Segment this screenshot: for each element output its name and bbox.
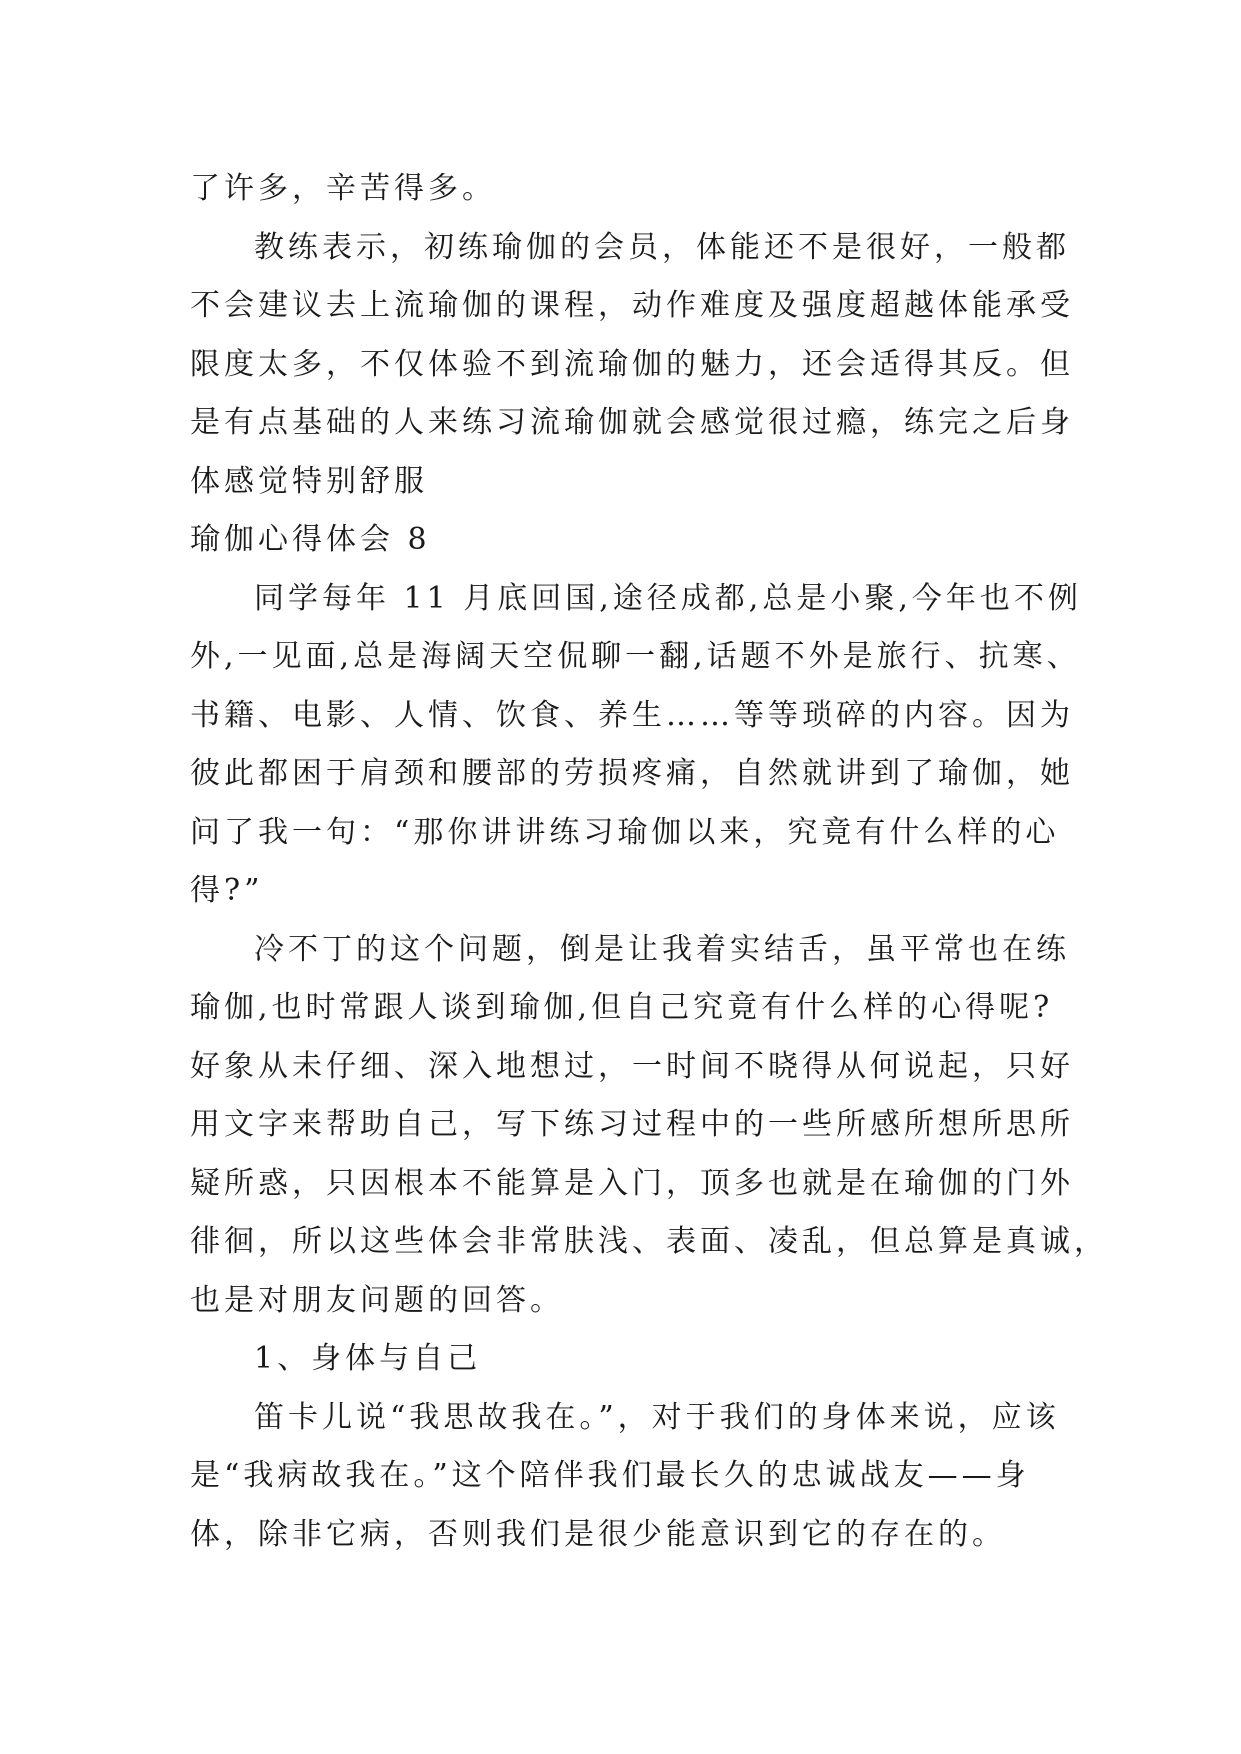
text-line: 疑所惑，只因根本不能算是入门，顶多也就是在瑜伽的门外 [190, 1165, 1074, 1201]
text-line: 体感觉特别舒服 [190, 463, 428, 499]
text-line: 同学每年 11 月底回国,途径成都,总是小聚,今年也不例 [254, 580, 1082, 616]
text-line: 笛卡儿说“我思故我在。”，对于我们的身体来说，应该 [254, 1399, 1060, 1435]
text-line: 是“我病故我在。”这个陪伴我们最长久的忠诚战友——身 [190, 1458, 1030, 1493]
text-line: 书籍、电影、人情、饮食、养生……等等琐碎的内容。因为 [190, 697, 1074, 733]
text-line: 了许多，辛苦得多。 [190, 171, 496, 206]
text-line: 是有点基础的人来练习流瑜伽就会感觉很过瘾，练完之后身 [190, 405, 1074, 440]
text-line: 不会建议去上流瑜伽的课程，动作难度及强度超越体能承受 [190, 288, 1074, 323]
text-line: 教练表示，初练瑜伽的会员，体能还不是很好，一般都 [254, 229, 1070, 265]
text-line: 好象从未仔细、深入地想过，一时间不晓得从何说起，只好 [190, 1048, 1074, 1084]
text-line: 也是对朋友问题的回答。 [190, 1282, 564, 1318]
text-line: 得?” [190, 873, 264, 908]
text-line: 外,一见面,总是海阔天空侃聊一翻,话题不外是旅行、抗寒、 [190, 639, 1081, 674]
section-heading: 瑜伽心得体会 8 [190, 522, 431, 557]
text-line: 体，除非它病，否则我们是很少能意识到它的存在的。 [190, 1516, 1006, 1552]
text-line: 徘徊，所以这些体会非常肤浅、表面、凌乱，但总算是真诚， [190, 1224, 1108, 1259]
text-line: 瑜伽,也时常跟人谈到瑜伽,但自己究竟有什么样的心得呢? [190, 990, 1054, 1025]
document-body [190, 160, 1108, 1564]
text-line: 问了我一句：“那你讲讲练习瑜伽以来，究竟有什么样的心 [190, 814, 1060, 850]
numbered-subheading: 1、身体与自己 [254, 1341, 482, 1376]
text-line: 用文字来帮助自己，写下练习过程中的一些所感所想所思所 [190, 1107, 1074, 1142]
text-line: 限度太多，不仅体验不到流瑜伽的魅力，还会适得其反。但 [190, 346, 1074, 382]
text-line: 彼此都困于肩颈和腰部的劳损疼痛，自然就讲到了瑜伽，她 [190, 756, 1074, 791]
text-line: 冷不丁的这个问题，倒是让我着实结舌，虽平常也在练 [254, 931, 1070, 967]
